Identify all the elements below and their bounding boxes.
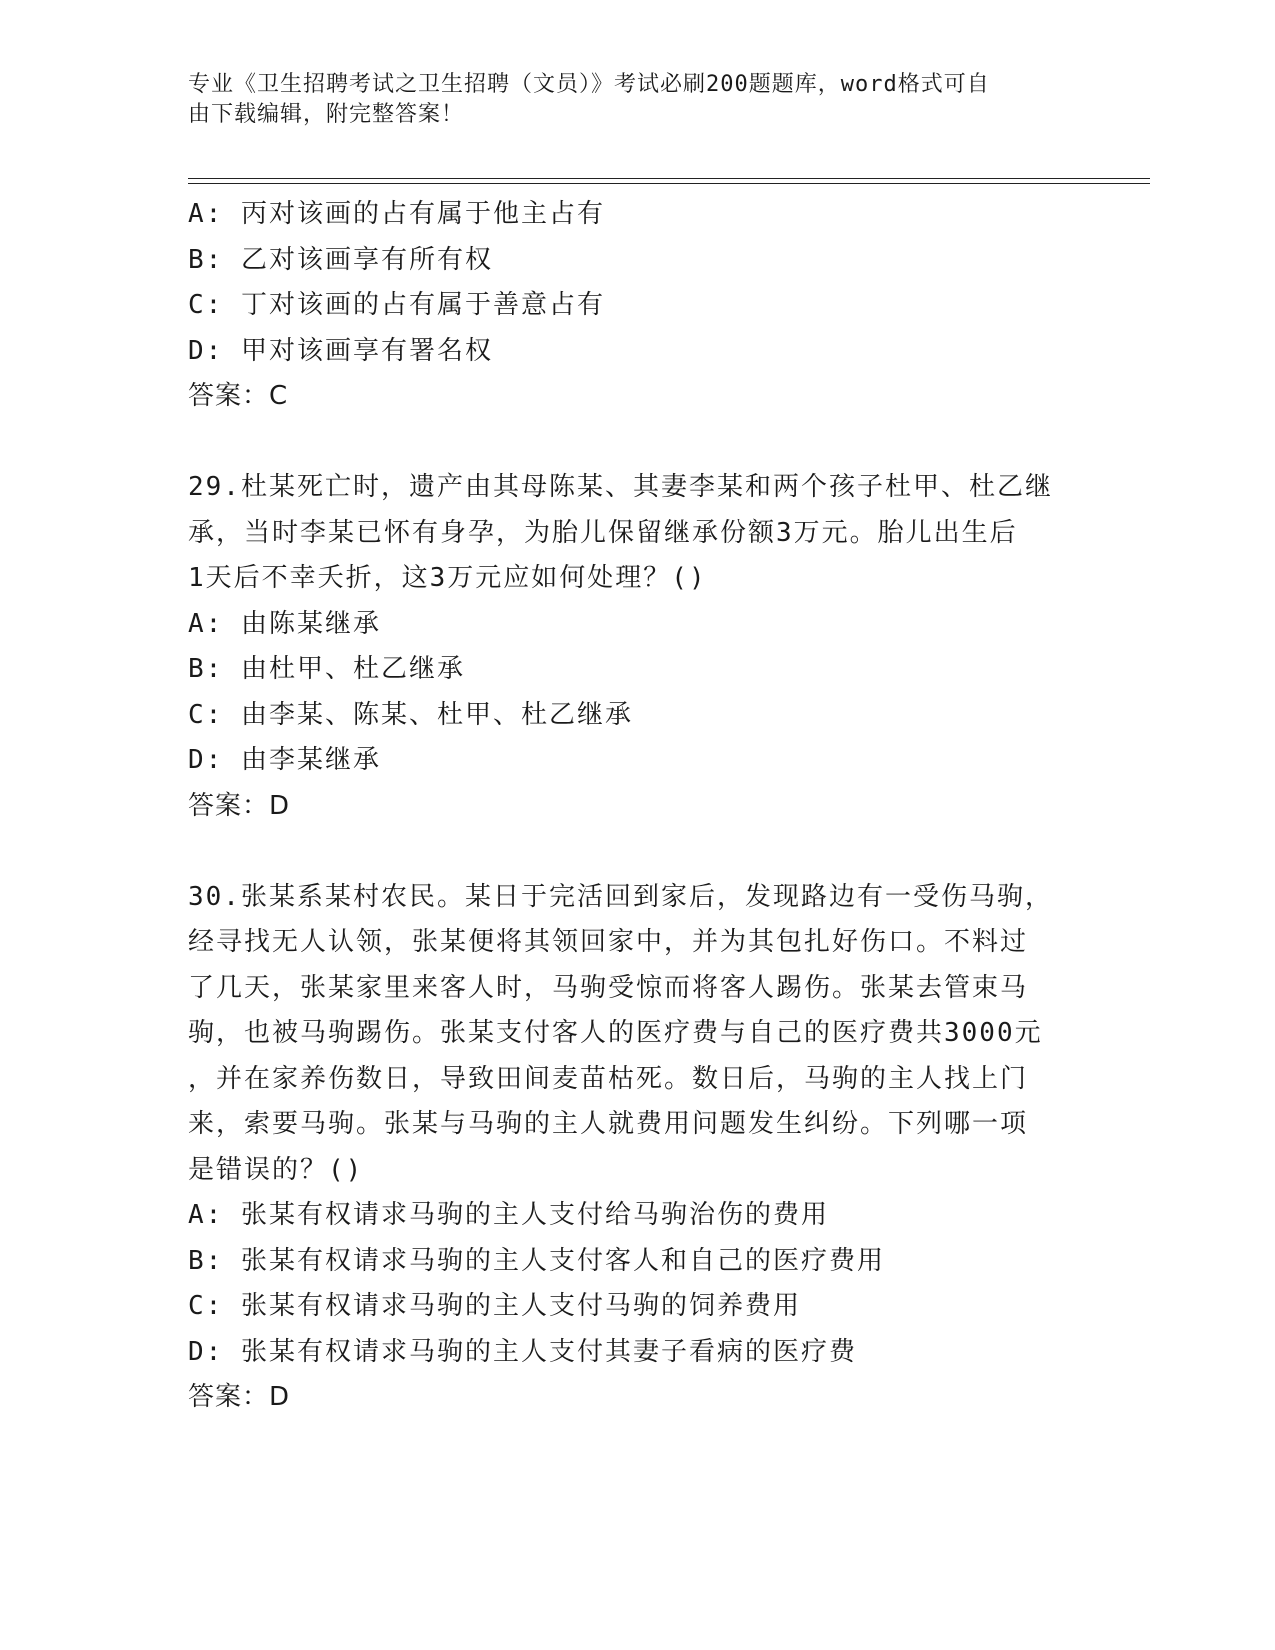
option-b: B: 张某有权请求马驹的主人支付客人和自己的医疗费用 xyxy=(188,1245,885,1276)
document-header xyxy=(188,70,1068,130)
option-c: C: 丁对该画的占有属于善意占有 xyxy=(188,290,605,320)
option-b: B: 由杜甲、杜乙继承 xyxy=(188,654,465,684)
option-c: C: 由李某、陈某、杜甲、杜乙继承 xyxy=(188,699,633,730)
question-30 xyxy=(188,875,1088,1421)
question-text-line: 驹，也被马驹踢伤。张某支付客人的医疗费与自己的医疗费共3000元 xyxy=(188,1018,1043,1048)
spacer xyxy=(188,829,1088,875)
answer-label: 答案：D xyxy=(188,790,291,821)
spacer xyxy=(188,420,1088,466)
header-divider-thin xyxy=(188,183,1150,184)
option-b: B: 乙对该画享有所有权 xyxy=(188,244,493,275)
question-text-line: ，并在家养伤数日，导致田间麦苗枯死。数日后，马驹的主人找上门 xyxy=(188,1063,1029,1094)
option-d: D: 由李某继承 xyxy=(188,745,381,775)
question-text-line: 来，索要马驹。张某与马驹的主人就费用问题发生纠纷。下列哪一项 xyxy=(188,1109,1029,1139)
answer-label: 答案：C xyxy=(188,381,289,411)
question-text-line: 是错误的？() xyxy=(188,1154,364,1185)
option-c: C: 张某有权请求马驹的主人支付马驹的饲养费用 xyxy=(188,1291,801,1321)
question-text-line: 1天后不幸夭折，这3万元应如何处理？() xyxy=(188,563,707,593)
question-text-line: 承，当时李某已怀有身孕，为胎儿保留继承份额3万元。胎儿出生后 xyxy=(188,517,1018,548)
option-a: A: 由陈某继承 xyxy=(188,608,381,639)
option-d: D: 甲对该画享有署名权 xyxy=(188,335,493,366)
page xyxy=(188,70,1148,130)
option-a: A: 丙对该画的占有属于他主占有 xyxy=(188,199,605,229)
question-text-line: 30.张某系某村农民。某日于完活回到家后，发现路边有一受伤马驹， xyxy=(188,881,1053,912)
answer-label: 答案：D xyxy=(188,1382,291,1412)
header-line-1: 专业《卫生招聘考试之卫生招聘（文员）》考试必刷200题题库，word格式可自 xyxy=(188,72,990,97)
question-28 xyxy=(188,192,1088,420)
option-d: D: 张某有权请求马驹的主人支付其妻子看病的医疗费 xyxy=(188,1336,857,1367)
question-text-line: 29.杜某死亡时，遗产由其母陈某、其妻李某和两个孩子杜甲、杜乙继 xyxy=(188,472,1053,502)
option-a: A: 张某有权请求马驹的主人支付给马驹治伤的费用 xyxy=(188,1200,829,1230)
header-line-2: 由下载编辑，附完整答案！ xyxy=(188,102,465,127)
question-text-line: 了几天，张某家里来客人时，马驹受惊而将客人踢伤。张某去管束马 xyxy=(188,972,1029,1003)
question-list xyxy=(188,192,1088,1421)
header-divider-thick xyxy=(188,178,1150,179)
question-29 xyxy=(188,465,1088,829)
question-text-line: 经寻找无人认领，张某便将其领回家中，并为其包扎好伤口。不料过 xyxy=(188,927,1029,957)
